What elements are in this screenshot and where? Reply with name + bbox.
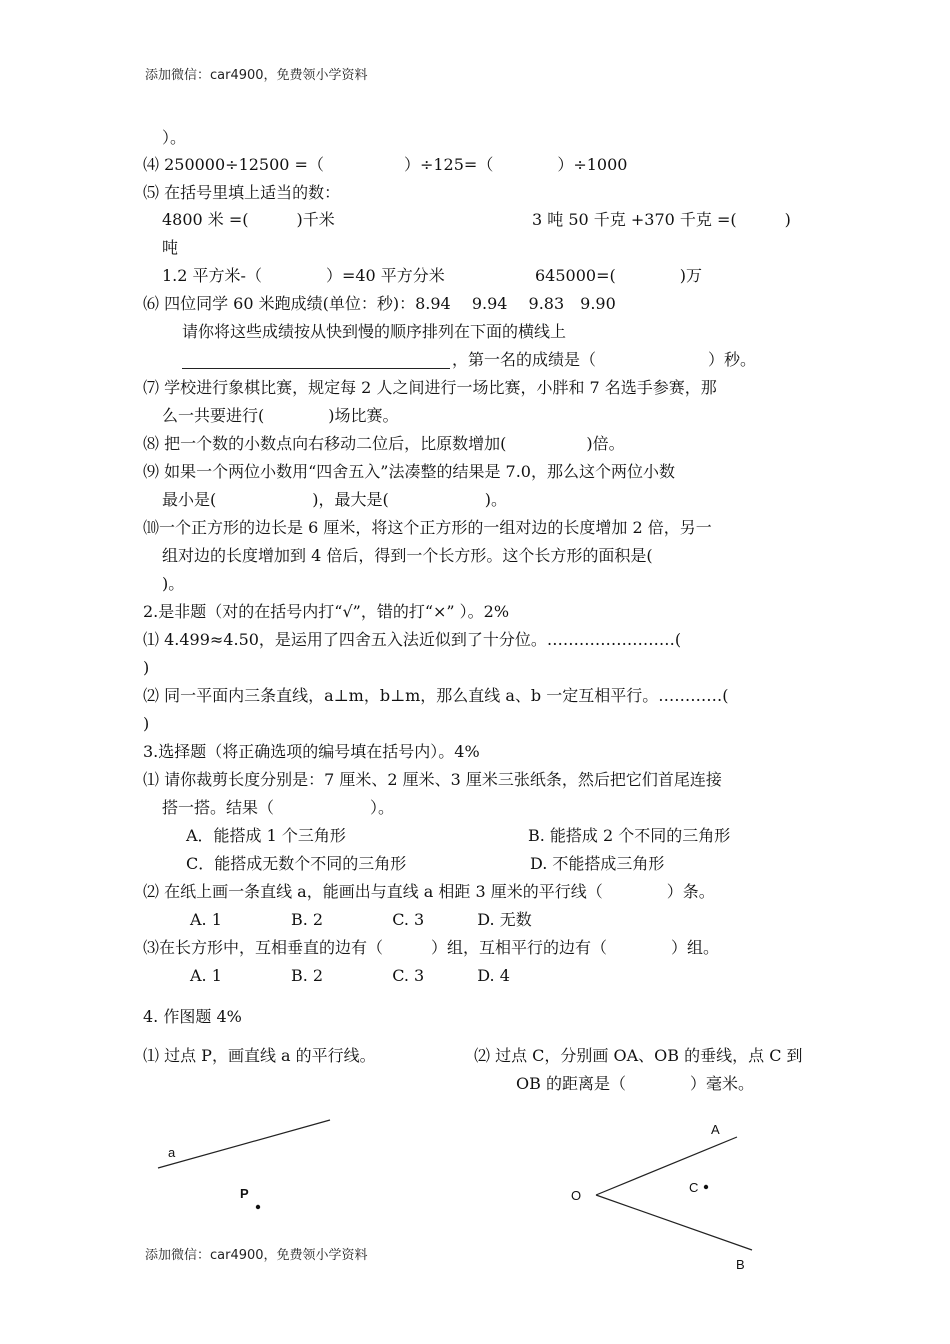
point-p <box>256 1205 260 1209</box>
point-c <box>704 1185 708 1189</box>
draw-q1: ⑴ 过点 P，画直线 a 的平行线。 <box>143 1046 376 1065</box>
mc-q1-option-c: C．能搭成无数个不同的三角形 <box>186 854 407 873</box>
q7-line2: 么一共要进行( )场比赛。 <box>162 406 399 425</box>
tf-q1: ⑴ 4.499≈4.50，是运用了四舍五入法近似到了十分位。……………………( <box>143 630 682 649</box>
tf-q2: ⑵ 同一平面内三条直线，a⊥m，b⊥m，那么直线 a、b 一定互相平行。…………( <box>143 686 729 705</box>
q6-line1: ⑹ 四位同学 60 米跑成绩(单位：秒)：8.94 9.94 9.83 9.90 <box>143 294 616 313</box>
q5-item-a: 4800 米 =( )千米 <box>162 210 335 229</box>
q5-item-b-unit: 吨 <box>162 238 179 257</box>
mc-q1-option-b: B. 能搭成 2 个不同的三角形 <box>528 826 731 845</box>
q10-line3: )。 <box>162 574 185 593</box>
label-a: a <box>168 1145 176 1160</box>
q8-text: ⑻ 把一个数的小数点向右移动二位后，比原数增加( )倍。 <box>143 434 625 453</box>
mc-q3-options: A. 1 B. 2 C. 3 D. 4 <box>190 966 510 985</box>
q5-item-b: 3 吨 50 千克 +370 千克 =( ) <box>532 210 791 229</box>
q9-line1: ⑼ 如果一个两位小数用“四舍五入”法凑整的结果是 7.0，那么这个两位小数 <box>143 462 675 481</box>
q6-line3: ，第一名的成绩是（ ）秒。 <box>452 350 757 369</box>
mc-q3: ⑶在长方形中，互相垂直的边有（ ）组，互相平行的边有（ ）组。 <box>143 938 720 957</box>
mc-q2-options: A. 1 B. 2 C. 3 D. 无数 <box>190 910 532 929</box>
draw-q2-line2: OB 的距离是（ ）毫米。 <box>516 1074 754 1093</box>
label-o: O <box>571 1188 582 1203</box>
label-B: B <box>736 1257 745 1272</box>
q6-line2: 请你将这些成绩按从快到慢的顺序排列在下面的横线上 <box>182 322 567 341</box>
q9-line2: 最小是( )，最大是( )。 <box>162 490 507 509</box>
label-c: C <box>689 1180 699 1195</box>
label-A: A <box>711 1122 720 1137</box>
line-a <box>158 1120 330 1168</box>
draw-q2-line1: ⑵ 过点 C，分别画 OA、OB 的垂线，点 C 到 <box>474 1046 803 1065</box>
section4-title: 4. 作图题 4% <box>143 1007 242 1026</box>
q5-item-c: 1.2 平方米-（ ）=40 平方分米 <box>162 266 445 285</box>
q10-line1: ⑽一个正方形的边长是 6 厘米，将这个正方形的一组对边的长度增加 2 倍，另一 <box>143 518 712 537</box>
q10-line2: 组对边的长度增加到 4 倍后，得到一个长方形。这个长方形的面积是( <box>162 546 653 565</box>
mc-q2: ⑵ 在纸上画一条直线 a，能画出与直线 a 相距 3 厘米的平行线（ ）条。 <box>143 882 715 901</box>
tf-q1-close: ) <box>143 658 150 677</box>
q5-item-d: 645000=( )万 <box>535 266 702 285</box>
page-footer: 添加微信：car4900，免费领小学资料 <box>145 1248 368 1263</box>
q5-title: ⑸ 在括号里填上适当的数： <box>143 183 341 202</box>
label-p: P <box>240 1186 249 1201</box>
mc-q1-option-a: A．能搭成 1 个三角形 <box>186 826 346 845</box>
mc-q1-option-d: D. 不能搭成三角形 <box>530 854 665 873</box>
section3-title: 3.选择题（将正确选项的编号填在括号内）。4% <box>143 742 480 761</box>
tf-q2-close: ) <box>143 714 150 733</box>
ray-ob <box>596 1195 752 1250</box>
mc-q1-line2: 搭一搭。结果（ ）。 <box>162 798 395 817</box>
page-header: 添加微信：car4900，免费领小学资料 <box>145 68 368 83</box>
q4-text: ⑷ 250000÷12500 =（ ）÷125=（ ）÷1000 <box>143 155 628 174</box>
q7-line1: ⑺ 学校进行象棋比赛，规定每 2 人之间进行一场比赛，小胖和 7 名选手参赛，那 <box>143 378 717 397</box>
q3-tail: ）。 <box>162 128 187 147</box>
section2-title: 2.是非题（对的在括号内打“√”，错的打“×” ）。2% <box>143 602 510 621</box>
mc-q1-line1: ⑴ 请你裁剪长度分别是：7 厘米、2 厘米、3 厘米三张纸条，然后把它们首尾连接 <box>143 770 722 789</box>
ray-oa <box>596 1137 737 1195</box>
